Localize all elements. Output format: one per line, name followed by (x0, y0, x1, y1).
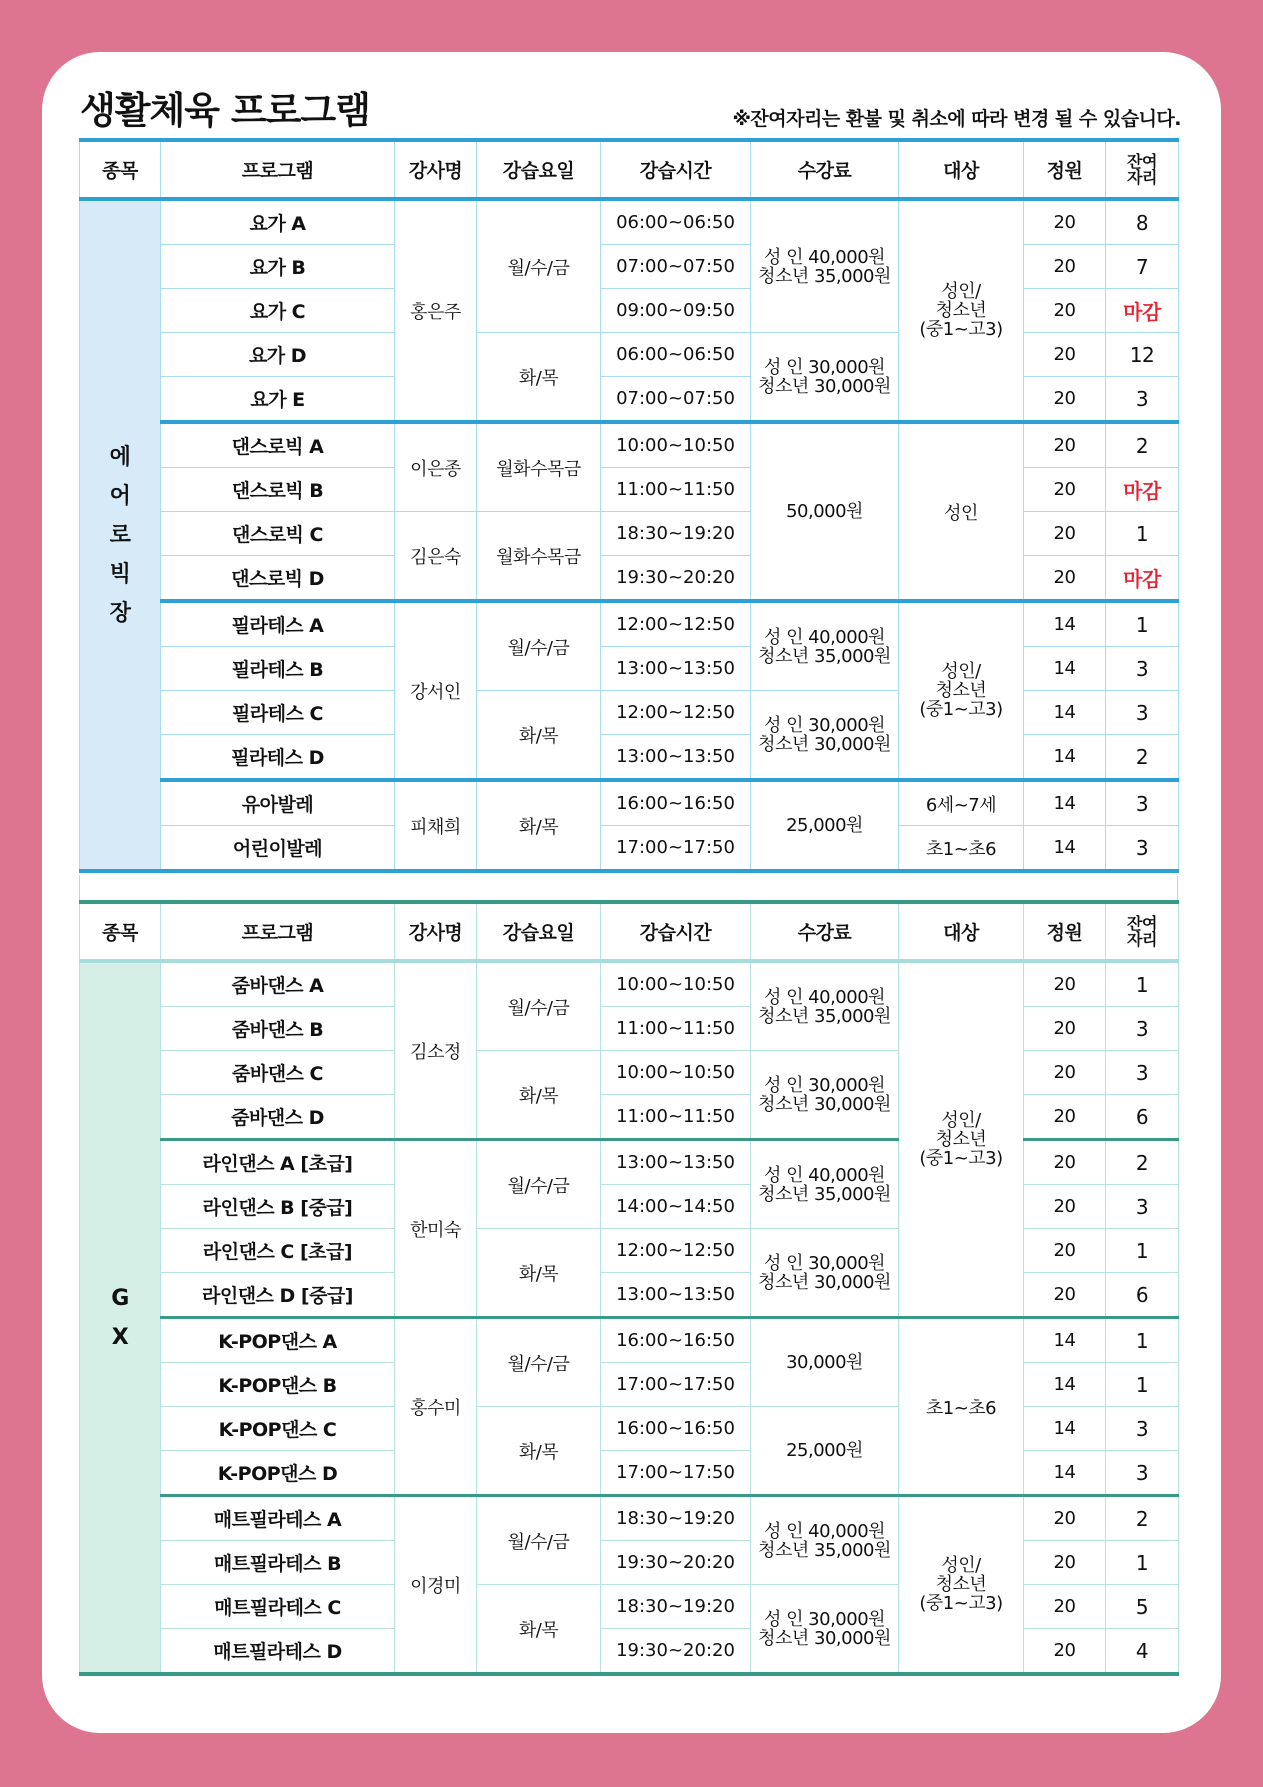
class-fee: 성 인 30,000원 청소년 30,000원 (751, 1229, 899, 1318)
class-time: 12:00~12:50 (601, 601, 751, 647)
remaining-seats: 3 (1106, 1407, 1179, 1451)
program-name: 라인댄스 A [초급] (161, 1140, 395, 1185)
class-days: 월/수/금 (477, 961, 601, 1051)
class-time: 11:00~11:50 (601, 468, 751, 512)
table-separator (79, 876, 1178, 900)
capacity: 20 (1024, 377, 1106, 423)
remaining-seats: 3 (1106, 826, 1179, 872)
remaining-seats: 5 (1106, 1585, 1179, 1629)
class-days: 화/목 (477, 1051, 601, 1140)
remaining-seats: 12 (1106, 333, 1179, 377)
instructor-name: 한미숙 (395, 1140, 477, 1318)
class-fee: 성 인 30,000원 청소년 30,000원 (751, 333, 899, 423)
class-time: 13:00~13:50 (601, 1273, 751, 1318)
instructor-name: 강서인 (395, 601, 477, 780)
class-time: 16:00~16:50 (601, 780, 751, 826)
remaining-seats: 3 (1106, 780, 1179, 826)
class-time: 19:30~20:20 (601, 1541, 751, 1585)
remaining-seats: 3 (1106, 691, 1179, 735)
class-days: 월/수/금 (477, 601, 601, 691)
class-fee: 성 인 30,000원 청소년 30,000원 (751, 691, 899, 781)
table-row (80, 961, 1179, 1007)
header-remaining: 잔여 자리 (1106, 902, 1179, 961)
capacity: 20 (1024, 1629, 1106, 1675)
class-fee: 성 인 40,000원 청소년 35,000원 (751, 1496, 899, 1585)
class-target: 초1~초6 (899, 826, 1024, 872)
header-capacity: 정원 (1024, 902, 1106, 961)
header-time: 강습시간 (601, 902, 751, 961)
program-name: K-POP댄스 B (161, 1363, 395, 1407)
remaining-seats: 3 (1106, 647, 1179, 691)
class-days: 월화수목금 (477, 512, 601, 602)
table-row (80, 1496, 1179, 1541)
class-fee: 성 인 30,000원 청소년 30,000원 (751, 1051, 899, 1140)
class-days: 월/수/금 (477, 199, 601, 333)
class-time: 10:00~10:50 (601, 422, 751, 468)
class-time: 06:00~06:50 (601, 199, 751, 245)
class-time: 10:00~10:50 (601, 961, 751, 1007)
category-aerobics: 에 어 로 빅 장 (80, 199, 161, 871)
instructor-name: 김소정 (395, 961, 477, 1140)
header-target: 대상 (899, 902, 1024, 961)
program-name: 요가 E (161, 377, 395, 423)
remaining-seats: 1 (1106, 512, 1179, 556)
class-days: 월/수/금 (477, 1496, 601, 1585)
capacity: 14 (1024, 1407, 1106, 1451)
capacity: 20 (1024, 556, 1106, 602)
program-name: 라인댄스 D [중급] (161, 1273, 395, 1318)
program-name: 댄스로빅 C (161, 512, 395, 556)
capacity: 14 (1024, 1451, 1106, 1496)
class-fee: 50,000원 (751, 422, 899, 601)
header-program: 프로그램 (161, 140, 395, 199)
header-time: 강습시간 (601, 140, 751, 199)
header-fee: 수강료 (751, 902, 899, 961)
page-title: 생활체육 프로그램 (80, 89, 370, 132)
remaining-seats: 3 (1106, 377, 1179, 423)
instructor-name: 홍은주 (395, 199, 477, 422)
capacity: 14 (1024, 647, 1106, 691)
capacity: 20 (1024, 1185, 1106, 1229)
table-row (80, 780, 1179, 826)
header-fee: 수강료 (751, 140, 899, 199)
remaining-seats: 1 (1106, 961, 1179, 1007)
program-name: K-POP댄스 C (161, 1407, 395, 1451)
class-time: 14:00~14:50 (601, 1185, 751, 1229)
aerobics-schedule-table (79, 138, 1179, 873)
remaining-seats: 2 (1106, 422, 1179, 468)
program-name: 어린이발레 (161, 826, 395, 872)
remaining-seats: 8 (1106, 199, 1179, 245)
header-category: 종목 (80, 140, 161, 199)
program-name: 줌바댄스 B (161, 1007, 395, 1051)
class-time: 07:00~07:50 (601, 245, 751, 289)
class-fee: 성 인 30,000원 청소년 30,000원 (751, 1585, 899, 1675)
remaining-seats: 1 (1106, 1541, 1179, 1585)
class-days: 화/목 (477, 780, 601, 871)
header-target: 대상 (899, 140, 1024, 199)
program-name: 필라테스 B (161, 647, 395, 691)
class-target: 초1~초6 (899, 1318, 1024, 1496)
remaining-seats: 1 (1106, 1229, 1179, 1273)
header-days: 강습요일 (477, 902, 601, 961)
table-row (80, 826, 1179, 872)
program-name: 댄스로빅 D (161, 556, 395, 602)
header-instructor: 강사명 (395, 902, 477, 961)
capacity: 14 (1024, 691, 1106, 735)
remaining-seats: 4 (1106, 1629, 1179, 1675)
capacity: 20 (1024, 961, 1106, 1007)
capacity: 20 (1024, 512, 1106, 556)
remaining-seats-closed: 마감 (1106, 556, 1179, 602)
capacity: 20 (1024, 1496, 1106, 1541)
remaining-seats: 2 (1106, 1496, 1179, 1541)
header-capacity: 정원 (1024, 140, 1106, 199)
class-time: 18:30~19:20 (601, 1496, 751, 1541)
header-instructor: 강사명 (395, 140, 477, 199)
capacity: 20 (1024, 199, 1106, 245)
capacity: 20 (1024, 1585, 1106, 1629)
class-time: 12:00~12:50 (601, 691, 751, 735)
class-days: 월/수/금 (477, 1140, 601, 1229)
class-time: 18:30~19:20 (601, 512, 751, 556)
instructor-name: 이은종 (395, 422, 477, 512)
class-time: 06:00~06:50 (601, 333, 751, 377)
program-name: 라인댄스 B [중급] (161, 1185, 395, 1229)
class-target: 6세~7세 (899, 780, 1024, 826)
class-fee: 25,000원 (751, 780, 899, 871)
table-header-row (80, 140, 1179, 199)
remaining-seats: 7 (1106, 245, 1179, 289)
class-days: 월화수목금 (477, 422, 601, 512)
program-name: 매트필라테스 C (161, 1585, 395, 1629)
instructor-name: 이경미 (395, 1496, 477, 1675)
capacity: 20 (1024, 1229, 1106, 1273)
program-name: 라인댄스 C [초급] (161, 1229, 395, 1273)
capacity: 14 (1024, 1318, 1106, 1363)
class-time: 11:00~11:50 (601, 1095, 751, 1140)
program-name: 필라테스 C (161, 691, 395, 735)
program-name: 요가 C (161, 289, 395, 333)
program-name: 줌바댄스 C (161, 1051, 395, 1095)
class-fee: 성 인 40,000원 청소년 35,000원 (751, 601, 899, 691)
capacity: 14 (1024, 735, 1106, 781)
table-row (80, 601, 1179, 647)
program-name: 매트필라테스 B (161, 1541, 395, 1585)
program-name: K-POP댄스 D (161, 1451, 395, 1496)
notice-text: ※잔여자리는 환불 및 취소에 따라 변경 될 수 있습니다. (732, 108, 1181, 130)
class-days: 화/목 (477, 1229, 601, 1318)
class-time: 16:00~16:50 (601, 1407, 751, 1451)
remaining-seats: 3 (1106, 1051, 1179, 1095)
program-name: K-POP댄스 A (161, 1318, 395, 1363)
remaining-seats: 1 (1106, 1318, 1179, 1363)
header-days: 강습요일 (477, 140, 601, 199)
program-name: 유아발레 (161, 780, 395, 826)
program-name: 요가 D (161, 333, 395, 377)
program-name: 매트필라테스 A (161, 1496, 395, 1541)
capacity: 20 (1024, 1140, 1106, 1185)
program-name: 댄스로빅 A (161, 422, 395, 468)
class-fee: 30,000원 (751, 1318, 899, 1407)
class-time: 19:30~20:20 (601, 1629, 751, 1675)
table-header-row (80, 902, 1179, 961)
class-time: 10:00~10:50 (601, 1051, 751, 1095)
program-name: 줌바댄스 A (161, 961, 395, 1007)
remaining-seats: 6 (1106, 1095, 1179, 1140)
remaining-seats: 3 (1106, 1451, 1179, 1496)
table-row (80, 1318, 1179, 1363)
table-row (80, 199, 1179, 245)
capacity: 20 (1024, 245, 1106, 289)
remaining-seats-closed: 마감 (1106, 468, 1179, 512)
class-time: 18:30~19:20 (601, 1585, 751, 1629)
class-days: 화/목 (477, 1407, 601, 1496)
class-fee: 성 인 40,000원 청소년 35,000원 (751, 199, 899, 333)
instructor-name: 홍수미 (395, 1318, 477, 1496)
class-time: 16:00~16:50 (601, 1318, 751, 1363)
capacity: 20 (1024, 422, 1106, 468)
capacity: 20 (1024, 333, 1106, 377)
class-target: 성인/ 청소년 (중1~고3) (899, 1496, 1024, 1675)
capacity: 20 (1024, 289, 1106, 333)
header-category: 종목 (80, 902, 161, 961)
category-gx: G X (80, 961, 161, 1674)
program-name: 댄스로빅 B (161, 468, 395, 512)
remaining-seats-closed: 마감 (1106, 289, 1179, 333)
remaining-seats: 1 (1106, 601, 1179, 647)
class-fee: 25,000원 (751, 1407, 899, 1496)
capacity: 20 (1024, 1051, 1106, 1095)
capacity: 20 (1024, 1095, 1106, 1140)
class-target: 성인/ 청소년 (중1~고3) (899, 199, 1024, 422)
capacity: 14 (1024, 601, 1106, 647)
capacity: 20 (1024, 468, 1106, 512)
remaining-seats: 1 (1106, 1363, 1179, 1407)
class-time: 19:30~20:20 (601, 556, 751, 602)
program-name: 줌바댄스 D (161, 1095, 395, 1140)
capacity: 20 (1024, 1273, 1106, 1318)
class-fee: 성 인 40,000원 청소년 35,000원 (751, 1140, 899, 1229)
class-fee: 성 인 40,000원 청소년 35,000원 (751, 961, 899, 1051)
class-time: 07:00~07:50 (601, 377, 751, 423)
capacity: 20 (1024, 1007, 1106, 1051)
class-time: 12:00~12:50 (601, 1229, 751, 1273)
class-target: 성인 (899, 422, 1024, 601)
class-target: 성인/ 청소년 (중1~고3) (899, 601, 1024, 780)
class-time: 13:00~13:50 (601, 735, 751, 781)
header-program: 프로그램 (161, 902, 395, 961)
instructor-name: 김은숙 (395, 512, 477, 602)
class-time: 17:00~17:50 (601, 1363, 751, 1407)
remaining-seats: 6 (1106, 1273, 1179, 1318)
remaining-seats: 3 (1106, 1007, 1179, 1051)
table-row (80, 422, 1179, 468)
class-time: 17:00~17:50 (601, 826, 751, 872)
capacity: 14 (1024, 780, 1106, 826)
class-days: 화/목 (477, 1585, 601, 1675)
remaining-seats: 3 (1106, 1185, 1179, 1229)
class-time: 17:00~17:50 (601, 1451, 751, 1496)
class-time: 09:00~09:50 (601, 289, 751, 333)
class-days: 월/수/금 (477, 1318, 601, 1407)
remaining-seats: 2 (1106, 1140, 1179, 1185)
capacity: 20 (1024, 1541, 1106, 1585)
class-time: 13:00~13:50 (601, 647, 751, 691)
program-name: 매트필라테스 D (161, 1629, 395, 1675)
capacity: 14 (1024, 826, 1106, 872)
program-name: 필라테스 D (161, 735, 395, 781)
capacity: 14 (1024, 1363, 1106, 1407)
class-target: 성인/ 청소년 (중1~고3) (899, 961, 1024, 1318)
class-days: 화/목 (477, 691, 601, 781)
program-name: 필라테스 A (161, 601, 395, 647)
program-name: 요가 A (161, 199, 395, 245)
gx-schedule-table (79, 900, 1179, 1676)
header-remaining: 잔여 자리 (1106, 140, 1179, 199)
class-time: 13:00~13:50 (601, 1140, 751, 1185)
instructor-name: 피채희 (395, 780, 477, 871)
remaining-seats: 2 (1106, 735, 1179, 781)
program-name: 요가 B (161, 245, 395, 289)
class-time: 11:00~11:50 (601, 1007, 751, 1051)
class-days: 화/목 (477, 333, 601, 423)
